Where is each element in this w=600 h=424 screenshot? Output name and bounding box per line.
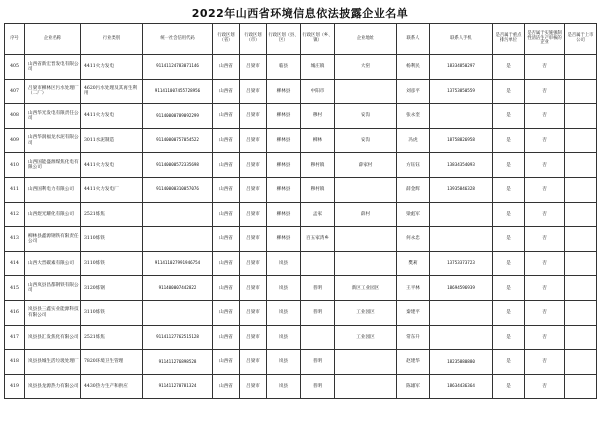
table-cell [565, 300, 597, 325]
table-cell: 冯虎 [397, 128, 430, 153]
table-cell: 山西省 [213, 374, 240, 399]
table-cell: 4411火力发电 [81, 153, 143, 178]
table-cell: 18235880880 [430, 350, 493, 375]
table-cell [565, 276, 597, 301]
table-cell: 吕梁市 [240, 325, 267, 350]
table-row [5, 227, 597, 252]
column-header: 联系人手机 [430, 24, 493, 55]
table-cell: 911400007442822 [143, 276, 213, 301]
table-cell: 秦建平 [397, 300, 430, 325]
column-header: 行业类别 [81, 24, 143, 55]
header-row [5, 24, 597, 55]
table-cell: 柳林县 [267, 128, 301, 153]
table-cell: 工业园区 [335, 325, 397, 350]
table-cell: 柳林县 [267, 79, 301, 104]
table-cell: 普明 [301, 350, 335, 375]
table-cell: 418 [5, 350, 25, 375]
table-cell: 山西省 [213, 79, 240, 104]
table-cell: 2521炼焦 [81, 325, 143, 350]
table-cell: 是 [493, 350, 525, 375]
table-cell: 405 [5, 55, 25, 80]
table-cell: 柳林县鑫源钢铁有限责任公司 [25, 227, 81, 252]
table-cell: 911411007455728956 [143, 79, 213, 104]
table-cell: 408 [5, 104, 25, 129]
table-cell: 常东升 [397, 325, 430, 350]
table-cell: 91140000572335698 [143, 153, 213, 178]
table-cell: 薛金辉 [397, 177, 430, 202]
table-row [5, 104, 597, 129]
table-cell [565, 79, 597, 104]
table-cell: 否 [525, 251, 565, 276]
table-cell: 山西省 [213, 350, 240, 375]
table-cell [335, 177, 397, 202]
table-cell: 是 [493, 325, 525, 350]
table-cell: 412 [5, 202, 25, 227]
table-cell: 是 [493, 202, 525, 227]
table-cell: 否 [525, 227, 565, 252]
table-cell: 普明 [301, 374, 335, 399]
table-row [5, 251, 597, 276]
table-cell: 4430热力生产和供应 [81, 374, 143, 399]
table-cell: 419 [5, 374, 25, 399]
table-cell: 工业园区 [335, 300, 397, 325]
table-cell [565, 325, 597, 350]
table-cell [430, 202, 493, 227]
table-cell [565, 104, 597, 129]
table-cell: 柳林县 [267, 227, 301, 252]
table-cell [430, 104, 493, 129]
table-cell: 薛村 [335, 202, 397, 227]
table-cell: 吕梁市 [240, 177, 267, 202]
table-cell [335, 251, 397, 276]
table-cell: 临县 [267, 55, 301, 80]
table-cell: 否 [525, 79, 565, 104]
table-cell: 吕梁市柳林区污水处理厂（二厂） [25, 79, 81, 104]
table-cell: 樊莉 [397, 251, 430, 276]
table-cell: 2521炼焦 [81, 202, 143, 227]
table-cell: 岚县 [267, 251, 301, 276]
table-cell: 岚县 [267, 350, 301, 375]
table-cell: 普明 [301, 300, 335, 325]
table-cell: 岚县县三鑫实业能源科技有限公司 [25, 300, 81, 325]
table-cell: 新区工业园区 [335, 276, 397, 301]
table-row [5, 128, 597, 153]
table-cell [335, 79, 397, 104]
table-cell: 山西华润福龙水泥有限公司 [25, 128, 81, 153]
enterprise-table [4, 23, 597, 399]
table-cell: 是 [493, 79, 525, 104]
page-title: 2022年山西省环境信息依法披露企业名单 [191, 7, 409, 20]
table-cell: 18334850297 [430, 55, 493, 80]
table-cell: 穆村镇 [301, 177, 335, 202]
table-cell: 3110炼铁 [81, 227, 143, 252]
table-cell: 3120炼钢 [81, 276, 143, 301]
table-cell [565, 177, 597, 202]
table-cell: 岚县县龙源热力有限公司 [25, 374, 81, 399]
table-cell: 柳林县 [267, 177, 301, 202]
table-cell: 山西省 [213, 202, 240, 227]
table-cell: 3110炼铁 [81, 251, 143, 276]
table-cell: 18634436364 [430, 374, 493, 399]
table-cell: 4411火力发电 [81, 55, 143, 80]
table-cell: 18694596939 [430, 276, 493, 301]
table-cell: 赵建华 [397, 350, 430, 375]
table-cell: 13834354093 [430, 153, 493, 178]
table-cell: 411 [5, 177, 25, 202]
table-cell [565, 227, 597, 252]
table-cell: 否 [525, 202, 565, 227]
table-cell: 是 [493, 128, 525, 153]
column-header: 是否属于重点排污单位 [493, 24, 525, 55]
table-cell [143, 227, 213, 252]
table-row [5, 350, 597, 375]
table-cell: 普明 [301, 276, 335, 301]
table-cell: 否 [525, 276, 565, 301]
column-header: 是否属于实施强制性清洁生产审核的企业 [525, 24, 565, 55]
table-row [5, 79, 597, 104]
table-cell: 是 [493, 276, 525, 301]
table-cell: 岚县 [267, 300, 301, 325]
table-row [5, 153, 597, 178]
table-cell: 4620污水处理及其再生利用 [81, 79, 143, 104]
table-cell [143, 202, 213, 227]
column-header: 行政区划（县、区） [267, 24, 301, 55]
table-cell: 415 [5, 276, 25, 301]
column-header: 序号 [5, 24, 25, 55]
table-cell: 3110炼铁 [81, 300, 143, 325]
column-header: 行政区划（市） [240, 24, 267, 55]
table-cell: 911411276898528 [143, 350, 213, 375]
table-cell: 山西省 [213, 153, 240, 178]
table-cell: 吕梁市 [240, 55, 267, 80]
table-cell: 中阳市 [301, 79, 335, 104]
table-cell: 91140000757054522 [143, 128, 213, 153]
table-cell: 414 [5, 251, 25, 276]
table-cell: 否 [525, 128, 565, 153]
table-cell [430, 325, 493, 350]
table-cell: 山西省 [213, 104, 240, 129]
table-cell: 413 [5, 227, 25, 252]
table-cell: 吕梁市 [240, 300, 267, 325]
table-cell: 是 [493, 55, 525, 80]
table-cell: 山西岚县昌都钢铁有限公司 [25, 276, 81, 301]
table-cell: 安沟 [335, 128, 397, 153]
table-cell: 91141124783071146 [143, 55, 213, 80]
table-row [5, 55, 597, 80]
table-cell: 山西省 [213, 300, 240, 325]
table-cell: 否 [525, 350, 565, 375]
table-cell: 孟家 [301, 202, 335, 227]
table-cell: 山西省 [213, 227, 240, 252]
table-cell: 409 [5, 128, 25, 153]
table-cell [143, 300, 213, 325]
table-cell: 13935846328 [430, 177, 493, 202]
table-cell [565, 202, 597, 227]
table-cell: 911411270781324 [143, 374, 213, 399]
column-header: 行政区划（省） [213, 24, 240, 55]
table-cell: 吕梁市 [240, 374, 267, 399]
column-header: 行政区划（乡、镇） [301, 24, 335, 55]
table-cell: 柳林 [301, 128, 335, 153]
table-cell [565, 374, 597, 399]
column-header: 是否属于上市公司 [565, 24, 597, 55]
table-cell [565, 251, 597, 276]
table-cell [565, 128, 597, 153]
table-cell: 刘彦平 [397, 79, 430, 104]
table-cell: 穆村镇 [301, 153, 335, 178]
table-cell: 吕梁市 [240, 251, 267, 276]
table-cell: 吕梁市 [240, 79, 267, 104]
table-cell: 百五家湾乡 [301, 227, 335, 252]
table-cell: 是 [493, 300, 525, 325]
table-cell: 否 [525, 177, 565, 202]
table-cell [430, 300, 493, 325]
table-cell [301, 325, 335, 350]
table-row [5, 374, 597, 399]
table-cell: 吕梁市 [240, 227, 267, 252]
table-cell: 否 [525, 104, 565, 129]
table-cell: 18758826958 [430, 128, 493, 153]
table-cell: 吕梁市 [240, 153, 267, 178]
table-cell [335, 350, 397, 375]
table-cell: 安沟 [335, 104, 397, 129]
table-cell: 否 [525, 300, 565, 325]
table-cell: 何永忠 [397, 227, 430, 252]
table-cell: 417 [5, 325, 25, 350]
table-row [5, 177, 597, 202]
table-cell: 陈雄军 [397, 374, 430, 399]
column-header: 企业名称 [25, 24, 81, 55]
table-cell: 吕梁市 [240, 104, 267, 129]
column-header: 联系人 [397, 24, 430, 55]
table-cell [301, 251, 335, 276]
table-cell: 是 [493, 227, 525, 252]
table-cell: 4411火力发电 [81, 104, 143, 129]
table-cell: 穆村 [301, 104, 335, 129]
table-cell: 岚县 [267, 374, 301, 399]
table-cell: 张永奎 [397, 104, 430, 129]
table-cell: 吕梁市 [240, 350, 267, 375]
table-cell: 山西省 [213, 276, 240, 301]
table-cell: 91141127762515128 [143, 325, 213, 350]
table-cell: 杨利民 [397, 55, 430, 80]
table-cell: 大窑 [335, 55, 397, 80]
table-cell: 吕梁市 [240, 202, 267, 227]
column-header: 企业地址 [335, 24, 397, 55]
table-cell: 山西国利电力有限公司 [25, 177, 81, 202]
table-cell: 柳林县 [267, 153, 301, 178]
table-cell: 否 [525, 325, 565, 350]
table-cell [565, 55, 597, 80]
table-cell: 山西省新宏晋发电有限公司 [25, 55, 81, 80]
table-row [5, 300, 597, 325]
table-cell: 柳林县 [267, 104, 301, 129]
table-cell: 否 [525, 153, 565, 178]
table-row [5, 276, 597, 301]
table-body [5, 55, 597, 399]
table-cell: 山西大晋碳素有限公司 [25, 251, 81, 276]
table-cell: 吕梁市 [240, 276, 267, 301]
table-row [5, 202, 597, 227]
table-cell: 13753850559 [430, 79, 493, 104]
table-cell: 是 [493, 153, 525, 178]
table-cell: 岚县县汇发焦化有限公司 [25, 325, 81, 350]
table-cell: 91140000789092299 [143, 104, 213, 129]
table-cell: 山西省 [213, 177, 240, 202]
table-cell: 7820环境卫生管理 [81, 350, 143, 375]
table-cell: 山西省 [213, 325, 240, 350]
table-cell: 岚县 [267, 325, 301, 350]
table-cell [565, 350, 597, 375]
table-cell: 13753373723 [430, 251, 493, 276]
table-cell: 是 [493, 177, 525, 202]
column-header: 统一社会信用代码 [143, 24, 213, 55]
table-cell: 3011水泥制造 [81, 128, 143, 153]
table-cell: 吕梁市 [240, 128, 267, 153]
table-cell: 山西国能盛源煤焦化电有限公司 [25, 153, 81, 178]
table-cell: 4411火力发电厂 [81, 177, 143, 202]
table-cell: 410 [5, 153, 25, 178]
table-cell [335, 227, 397, 252]
table-cell: 山西煜光耀化有限公司 [25, 202, 81, 227]
table-cell: 岚县 [267, 276, 301, 301]
table-cell: 是 [493, 374, 525, 399]
table-cell: 方钰钰 [397, 153, 430, 178]
table-row [5, 325, 597, 350]
table-cell: 是 [493, 104, 525, 129]
table-cell: 山西省 [213, 251, 240, 276]
table-cell: 911411027991946754 [143, 251, 213, 276]
table-cell: 薛家村 [335, 153, 397, 178]
table-cell: 城庄镇 [301, 55, 335, 80]
table-cell: 是 [493, 251, 525, 276]
table-cell: 山西省 [213, 55, 240, 80]
table-cell: 柳林县 [267, 202, 301, 227]
table-cell [335, 374, 397, 399]
table-cell: 梁彪军 [397, 202, 430, 227]
table-cell: 407 [5, 79, 25, 104]
table-cell: 91140000310057076 [143, 177, 213, 202]
table-cell: 山西省 [213, 128, 240, 153]
table-cell [430, 227, 493, 252]
table-cell: 岚县县城生活垃圾处理厂 [25, 350, 81, 375]
table-cell: 416 [5, 300, 25, 325]
table-cell: 否 [525, 55, 565, 80]
table-cell: 王平林 [397, 276, 430, 301]
table-cell: 山西华光发电有限责任公司 [25, 104, 81, 129]
table-cell: 否 [525, 374, 565, 399]
table-cell [565, 153, 597, 178]
